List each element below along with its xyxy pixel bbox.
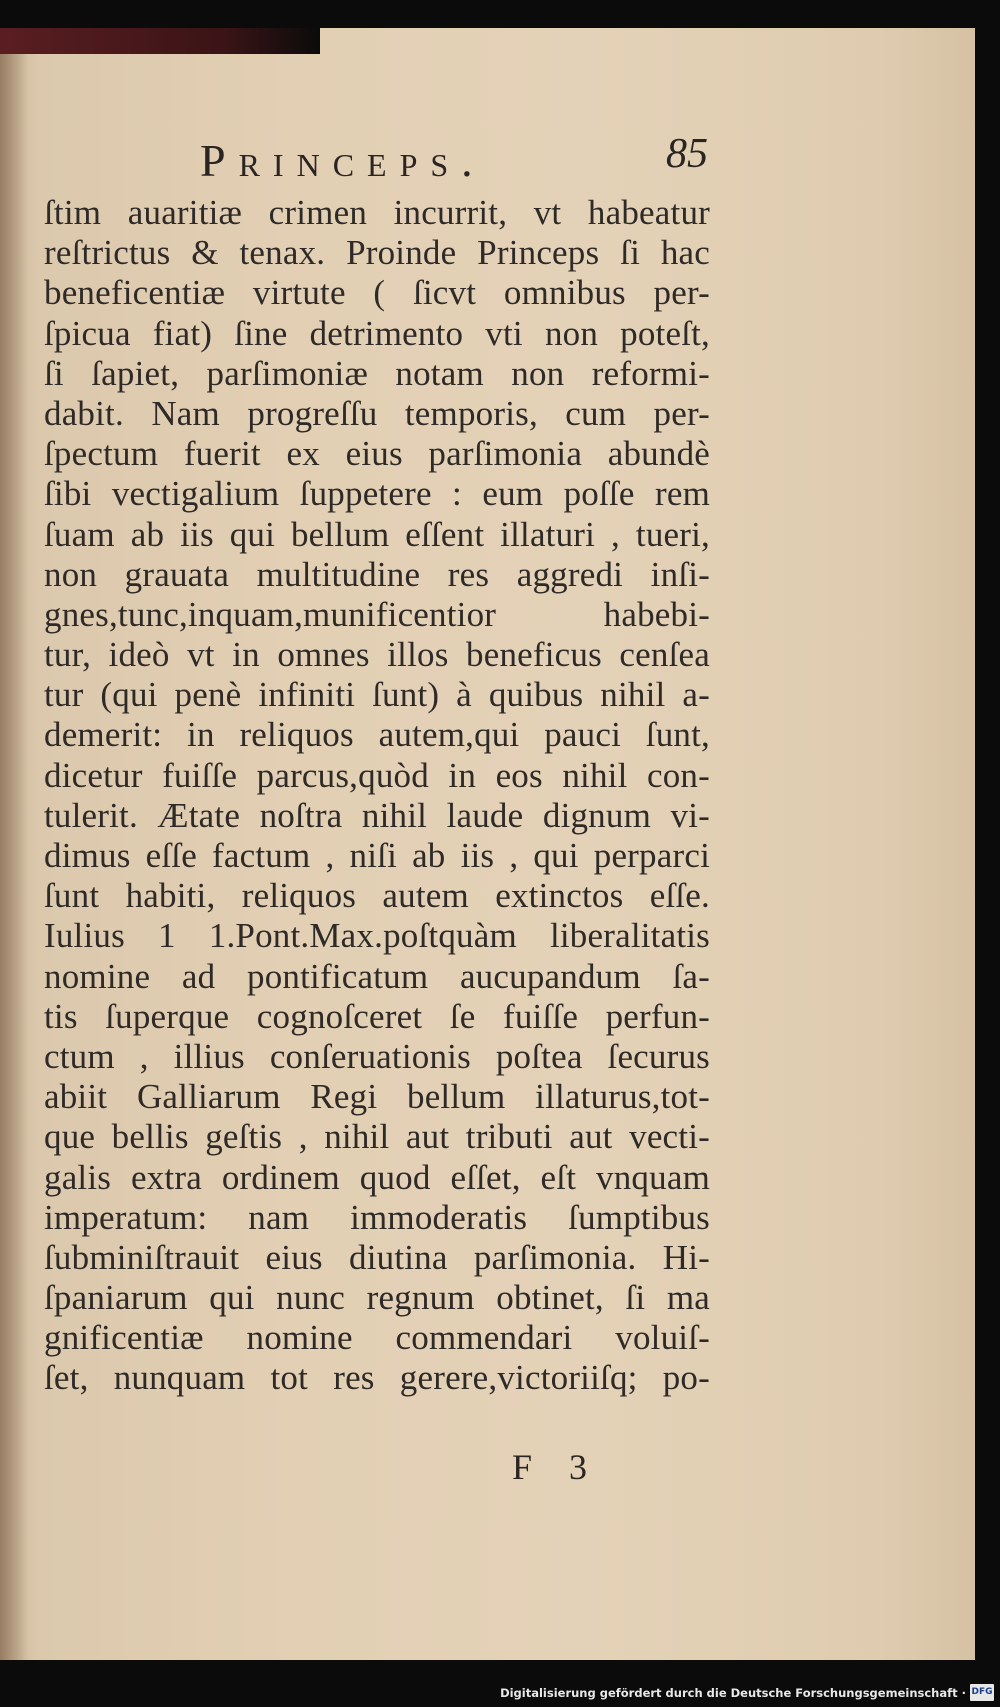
text-line: gnificentiæ nomine commendari voluiſ- [44, 1318, 710, 1358]
text-line: ſi ſapiet, parſimoniæ notam non reformi- [44, 353, 710, 393]
signature-mark: F 3 [512, 1447, 602, 1487]
text-line: imperatum: nam immoderatis ſumptibus [44, 1197, 710, 1237]
text-line: tur (qui penè infiniti ſunt) à quibus nihil a- [44, 675, 710, 715]
funding-credit: Digitalisierung gefördert durch die Deutsche Forschungsgemeinschaft · [500, 1686, 966, 1700]
running-head [0, 120, 975, 192]
text-line: beneficentiæ virtute ( ſicvt omnibus per- [44, 273, 710, 313]
footer-bar [0, 1680, 1000, 1707]
text-line: ſpectum fuerit ex eius parſimonia abundè [44, 434, 710, 474]
text-line: ſibi vectigalium ſuppetere : eum poſſe rem [44, 474, 710, 514]
text-line: tulerit. Ætate noſtra nihil laude dignum vi- [44, 795, 710, 835]
body-text [44, 193, 710, 1399]
text-line: dimus eſſe factum , niſi ab iis , qui perparci [44, 836, 710, 875]
text-line: ſpaniarum qui nunc regnum obtinet, ſi ma [44, 1278, 710, 1318]
text-line: ſubminiſtrauit eius diutina parſimonia. Hi- [44, 1237, 710, 1277]
page-number: 85 [666, 131, 708, 177]
binding-strip [0, 28, 320, 54]
text-line: abiit Galliarum Regi bellum illaturus,tot- [44, 1077, 710, 1117]
text-line: nomine ad pontificatum aucupandum ſa- [44, 956, 710, 996]
text-line: gnes,tunc,inquam,munificentior habebi- [44, 594, 710, 634]
text-line: que bellis geſtis , nihil aut tributi aut vecti- [44, 1117, 710, 1157]
text-line: ſtim auaritiæ crimen incurrit, vt habeatur [44, 193, 710, 232]
text-line: Iulius 1 1.Pont.Max.poſtquàm liberalitatis [44, 916, 710, 956]
book-page [0, 28, 975, 1660]
running-head-title: Princeps. [200, 135, 486, 186]
text-line: reſtrictus & tenax. Proinde Princeps ſi hac [44, 233, 710, 273]
text-line: ſet, nunquam tot res gerere,victoriiſq; po- [44, 1358, 710, 1398]
text-line: dabit. Nam progreſſu temporis, cum per- [44, 393, 710, 433]
text-line: non grauata multitudine res aggredi inſi- [44, 554, 710, 594]
text-line: ſunt habiti, reliquos autem extinctos eſſe. [44, 876, 710, 916]
text-line: ſpicua fiat) ſine detrimento vti non poteſt, [44, 313, 710, 353]
dfg-logo-icon: DFG [970, 1684, 994, 1701]
text-line: galis extra ordinem quod eſſet, eſt vnquam [44, 1157, 710, 1197]
text-line: ctum , illius conſeruationis poſtea ſecurus [44, 1036, 710, 1076]
text-line: tis ſuperque cognoſceret ſe fuiſſe perfun- [44, 996, 710, 1036]
text-line: ſuam ab iis qui bellum eſſent illaturi , tueri, [44, 514, 710, 554]
text-line: dicetur fuiſſe parcus,quòd in eos nihil con- [44, 755, 710, 795]
text-line: tur, ideò vt in omnes illos beneficus cenſea [44, 635, 710, 675]
text-line: demerit: in reliquos autem,qui pauci ſunt, [44, 715, 710, 755]
